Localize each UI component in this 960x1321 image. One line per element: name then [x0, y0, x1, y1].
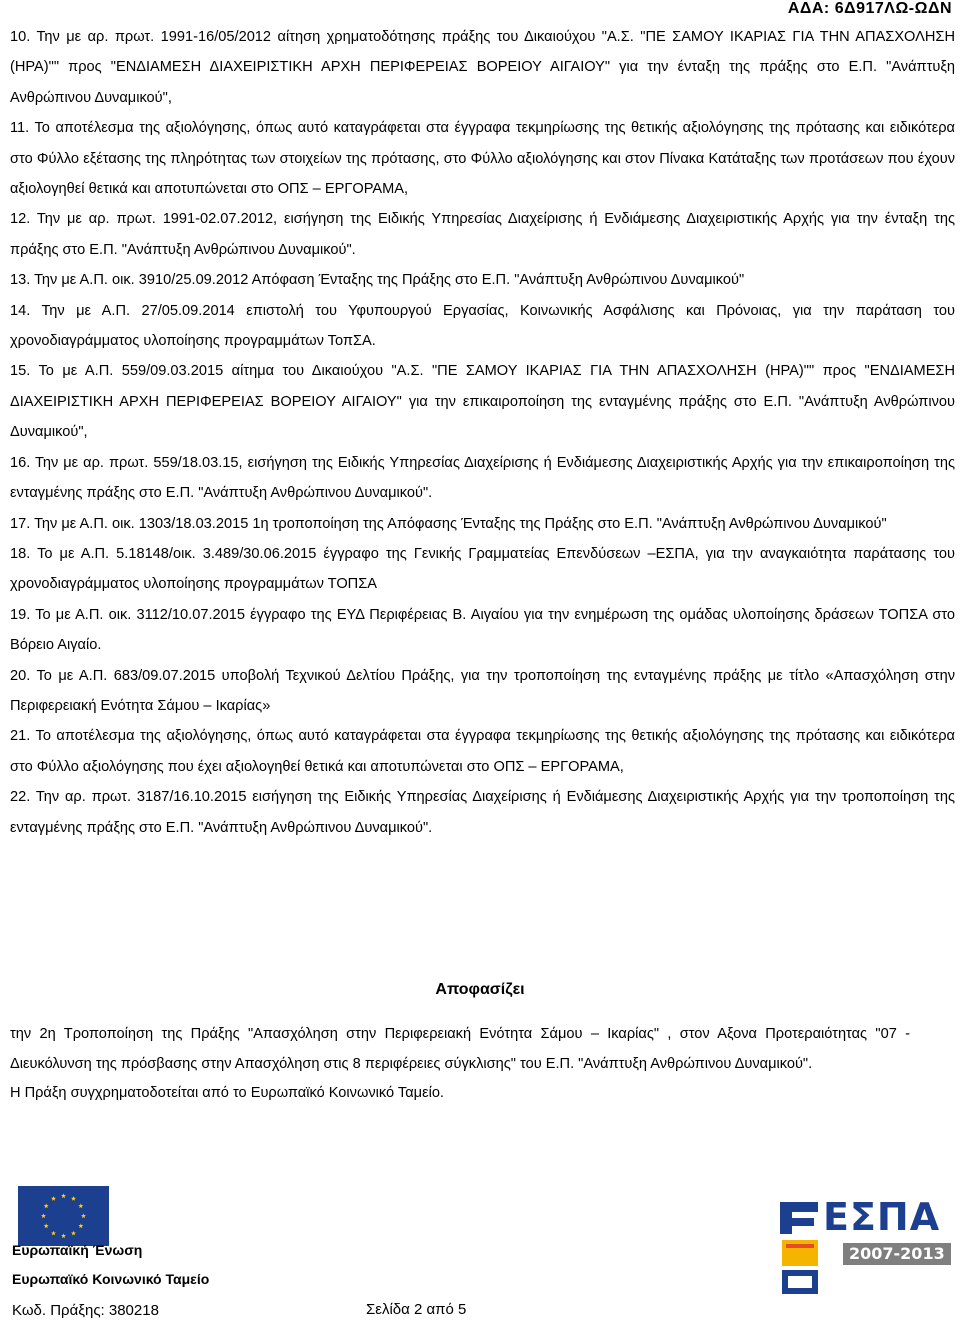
eu-flag-icon — [18, 1186, 109, 1246]
considerations-list — [10, 22, 955, 843]
decision-heading: Αποφασίζει — [435, 981, 525, 998]
list-item: 10. Την με αρ. πρωτ. 1991-16/05/2012 αίτηση χρηματοδότησης πράξης του Δικαιούχου "Α.Σ. "ΠΕ ΣΑΜΟΥ ΙΚΑΡΙΑΣ ΓΙΑ ΤΗΝ ΑΠΑΣΧΟΛΗΣΗ (ΗΡΑ)"" προς "ΕΝΔΙΑΜΕΣΗ ΔΙΑΧΕΙΡΙΣΤΙΚΗ ΑΡΧΗ ΠΕΡΙΦΕΡΕΙΑΣ ΒΟΡΕΙΟΥ ΑΙΓΑΙΟΥ" για την ένταξη της πράξης στο Ε.Π. "Ανάπτυξη Ανθρώπινου Δυναμικού", — [10, 29, 955, 106]
list-item: 18. Το με Α.Π. 5.18148/οικ. 3.489/30.06.2015 έγγραφο της Γενικής Γραμματείας Επενδύσεων –ΕΣΠΑ, για την αναγκαιότητα παράτασης του χρονοδιαγράμματος υλοποίησης προγραμμάτων ΤΟΠΣΑ — [10, 545, 955, 593]
page-number: Σελίδα 2 από 5 — [366, 1301, 467, 1318]
list-item: 22. Την αρ. πρωτ. 3187/16.10.2015 εισήγηση της Ειδικής Υπηρεσίας Διαχείρισης ή Ενδιάμεσης Διαχειριστικής Αρχής για την τροποποίηση της ενταγμένης πράξης στο Ε.Π. "Ανάπτυξη Ανθρώπινου Δυναμικού". — [10, 789, 955, 836]
list-item: 20. Το με Α.Π. 683/09.07.2015 υποβολή Τεχνικού Δελτίου Πράξης, για την τροποποίηση της ενταγμένης πράξης με τίτλο «Απασχόληση στην Περιφερειακή Ενότητα Σάμου – Ικαρίας» — [10, 667, 955, 714]
list-item: 13. Την με Α.Π. οικ. 3910/25.09.2012 Απόφαση Ένταξης της Πράξης στο Ε.Π. "Ανάπτυξη Ανθρώπινου Δυναμικού" — [10, 272, 745, 289]
list-item: 17. Την με Α.Π. οικ. 1303/18.03.2015 1η τροποποίηση της Απόφασης Ένταξης της Πράξης στο Ε.Π. "Ανάπτυξη Ανθρώπινου Δυναμικού" — [10, 515, 887, 532]
espa-title: ΕΣΠΑ — [823, 1195, 941, 1239]
list-item: 16. Την με αρ. πρωτ. 559/18.03.15, εισήγηση της Ειδικής Υπηρεσίας Διαχείρισης ή Ενδιάμεσης Διαχειριστικής Αρχής για την επικαιροποίηση της ενταγμένης πράξης στο Ε.Π. "Ανάπτυξη Ανθρώπινου Δυναμικού". — [10, 454, 955, 502]
list-item: 11. Το αποτέλεσμα της αξιολόγησης, όπως αυτό καταγράφεται στα έγγραφα τεκμηρίωσης της θετικής αξιολόγησης της πρότασης και ειδικότερα στο Φύλλο εξέτασης της πληρότητας των στοιχείων της πρότασης, στο Φύλλο αξιολόγησης και στον Πίνακα Κατάταξης των προτάσεων που έχουν αξιολογηθεί θετικά και αποτυπώνεται στο ΟΠΣ – ΕΡΓΟΡΑΜΑ, — [10, 120, 955, 198]
list-item: 21. Το αποτέλεσμα της αξιολόγησης, όπως αυτό καταγράφεται στα έγγραφα τεκμηρίωσης της θετικής αξιολόγησης της πρότασης και ειδικότερα στο Φύλλο αξιολόγησης που έχει αξιολογηθεί θετικά και αποτυπώνεται στο ΟΠΣ – ΕΡΓΟΡΑΜΑ, — [10, 728, 955, 775]
eu-fund-label: Ευρωπαϊκό Κοινωνικό Ταμείο — [12, 1271, 210, 1287]
list-item: 15. Το με Α.Π. 559/09.03.2015 αίτημα του Δικαιούχου "Α.Σ. "ΠΕ ΣΑΜΟΥ ΙΚΑΡΙΑΣ ΓΙΑ ΤΗΝ ΑΠΑΣΧΟΛΗΣΗ (ΗΡΑ)"" προς "ΕΝΔΙΑΜΕΣΗ ΔΙΑΧΕΙΡΙΣΤΙΚΗ ΑΡΧΗ ΠΕΡΙΦΕΡΕΙΑΣ ΒΟΡΕΙΟΥ ΑΙΓΑΙΟΥ" για την επικαιροποίηση της ενταγμένης πράξης στο Ε.Π. "Ανάπτυξη Ανθρώπινου Δυναμικού", — [10, 363, 955, 441]
decision-body — [10, 1020, 910, 1109]
ada-code: ΑΔΑ: 6Δ917ΛΩ-ΩΔΝ — [787, 0, 952, 17]
decision-text: την 2η Τροποποίηση της Πράξης "Απασχόληση στην Περιφερειακή Ενότητα Σάμου – Ικαρίας" , στον Αξονα Προτεραιότητας "07 - Διευκόλυνση της πρόσβασης στην Απασχόληση στις 8 περιφέρειες σύγκλισης" του Ε.Π. "Ανάπτυξη Ανθρώπινου Δυναμικού". — [10, 1026, 910, 1072]
list-item: 19. Το με Α.Π. οικ. 3112/10.07.2015 έγγραφο της ΕΥΔ Περιφέρειας Β. Αιγαίου για την ενημέρωση της ομάδας υλοποίησης δράσεων ΤΟΠΣΑ στο Βόρειο Αιγαίο. — [10, 606, 955, 654]
cofinance-text: Η Πράξη συγχρηματοδοτείται από το Ευρωπαϊκό Κοινωνικό Ταμείο. — [10, 1085, 444, 1101]
espa-years: 2007-2013 — [843, 1243, 951, 1265]
eu-union-label: Ευρωπαϊκή Ένωση — [12, 1242, 143, 1258]
list-item: 14. Την με Α.Π. 27/05.09.2014 επιστολή του Υφυπουργού Εργασίας, Κοινωνικής Ασφάλισης και Πρόνοιας, για την παράταση του χρονοδιαγράμματος υλοποίησης προγραμμάτων ΤοπΣΑ. — [10, 302, 955, 350]
list-item: 12. Την με αρ. πρωτ. 1991-02.07.2012, εισήγηση της Ειδικής Υπηρεσίας Διαχείρισης ή Ενδιάμεσης Διαχειριστικής Αρχής για την ένταξη της πράξης στο Ε.Π. "Ανάπτυξη Ανθρώπινου Δυναμικού". — [10, 211, 955, 258]
project-code: Κωδ. Πράξης: 380218 — [12, 1302, 159, 1319]
